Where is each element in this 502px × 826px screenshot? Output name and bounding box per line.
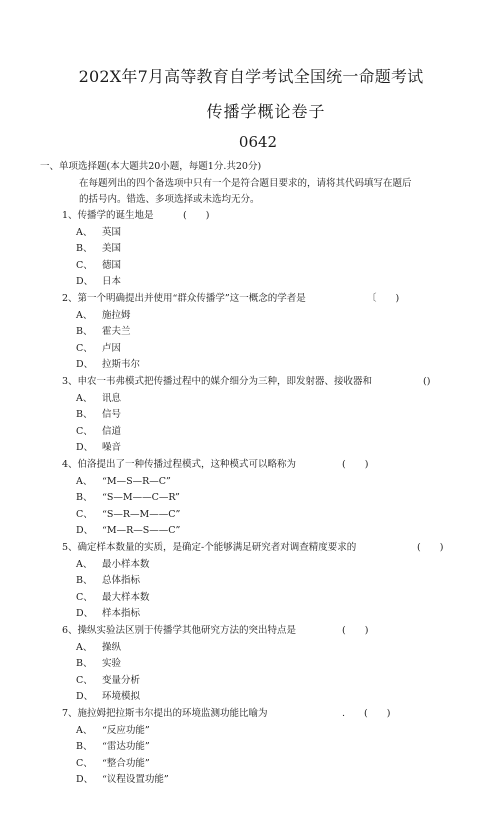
option-text: “反应功能” — [102, 724, 150, 736]
question-stem: 1、传播学的诞生地是 — [62, 210, 154, 221]
option-text: 日本 — [102, 276, 122, 288]
option-text: 环境模拟 — [102, 691, 141, 703]
answer-option — [76, 475, 171, 489]
option-text: “M—S—R—C” — [102, 475, 171, 487]
answer-bracket: ( ) — [183, 210, 210, 221]
option-text: 总体指标 — [102, 575, 141, 587]
question-stem: 4、伯洛提出了一种传播过程模式，这种模式可以略称为 — [62, 459, 297, 470]
question-stem: 2、第一个明确提出并使用“群众传播学”这一概念的学者是 — [62, 293, 306, 304]
answer-option — [76, 690, 140, 704]
option-text: “雷达功能” — [102, 741, 150, 753]
option-text: 实验 — [102, 658, 122, 670]
option-letter: B、 — [76, 492, 93, 504]
answer-option — [76, 657, 121, 671]
option-letter: B、 — [76, 243, 93, 255]
answer-option — [76, 524, 180, 538]
option-letter: A、 — [76, 724, 93, 736]
answer-option — [76, 591, 150, 605]
option-letter: A、 — [76, 392, 93, 404]
option-letter: C、 — [76, 674, 93, 686]
paper-title: 传播学概论卷子 — [206, 102, 326, 121]
question-stem: 3、申农一韦弗模式把传播过程中的媒介细分为三种，即发射器、接收器和 — [62, 376, 373, 387]
option-text: 卢因 — [102, 342, 122, 354]
course-code: 0642 — [238, 133, 278, 151]
option-letter: A、 — [76, 475, 93, 487]
option-letter: C、 — [76, 757, 93, 769]
option-text: “S—R—M——C” — [102, 508, 181, 520]
answer-bracket: . ( ) — [342, 708, 391, 719]
answer-option — [76, 309, 131, 323]
option-letter: D、 — [76, 359, 94, 371]
option-text: 施拉姆 — [102, 309, 131, 321]
option-text: 信道 — [102, 425, 122, 437]
answer-option — [76, 425, 121, 439]
option-letter: D、 — [76, 276, 94, 288]
answer-option — [76, 342, 121, 356]
option-text: 讯息 — [102, 392, 122, 404]
answer-option — [76, 641, 121, 655]
option-letter: D、 — [76, 774, 94, 786]
answer-option — [76, 724, 150, 738]
section-instruction-line2: 的括号内。错选、多项选择或未选均无分。 — [79, 194, 260, 205]
option-text: “M—R—S——C” — [102, 525, 181, 537]
option-letter: C、 — [76, 259, 93, 271]
answer-option — [76, 773, 169, 787]
option-letter: B、 — [76, 741, 93, 753]
answer-option — [76, 757, 150, 771]
question-stem: 7、施拉姆把拉斯韦尔提出的环境监测功能比喻为 — [62, 708, 268, 719]
option-letter: A、 — [76, 226, 93, 238]
answer-option — [76, 242, 121, 256]
question-4 — [62, 458, 369, 472]
option-letter: D、 — [76, 525, 94, 537]
option-text: 信号 — [102, 409, 122, 421]
answer-option — [76, 607, 140, 621]
answer-bracket: ( ) — [342, 459, 369, 470]
answer-bracket: 〔 ) — [367, 293, 400, 304]
answer-option — [76, 259, 121, 273]
question-stem: 6、操纵实验法区别于传播学其他研究方法的突出特点是 — [62, 625, 297, 636]
option-letter: B、 — [76, 575, 93, 587]
option-text: “议程设置功能” — [102, 774, 169, 786]
question-stem: 5、确定样本数量的实质，是确定-个能够满足研究者对调查精度要求的 — [62, 542, 357, 553]
question-5 — [62, 541, 444, 555]
option-letter: C、 — [76, 342, 93, 354]
option-text: 样本指标 — [102, 608, 141, 620]
option-letter: B、 — [76, 409, 93, 421]
option-letter: C、 — [76, 591, 93, 603]
option-letter: A、 — [76, 309, 93, 321]
option-text: 霍夫兰 — [102, 326, 131, 338]
answer-option — [76, 508, 180, 522]
answer-bracket: ( ) — [417, 542, 444, 553]
option-text: 操纵 — [102, 641, 122, 653]
question-3 — [62, 375, 431, 389]
answer-bracket: () — [423, 376, 431, 387]
option-text: 噪音 — [102, 442, 122, 454]
option-letter: D、 — [76, 691, 94, 703]
answer-option — [76, 275, 121, 289]
answer-option — [76, 574, 140, 588]
answer-option — [76, 740, 150, 754]
option-text: “S—M——C—R” — [102, 492, 180, 504]
answer-option — [76, 358, 140, 372]
answer-option — [76, 408, 121, 422]
answer-option — [76, 325, 131, 339]
option-letter: C、 — [76, 425, 93, 437]
answer-option — [76, 558, 150, 572]
answer-option — [76, 674, 140, 688]
option-letter: A、 — [76, 558, 93, 570]
option-letter: C、 — [76, 508, 93, 520]
option-text: 美国 — [102, 243, 122, 255]
option-text: “整合功能” — [102, 757, 150, 769]
option-text: 变量分析 — [102, 674, 141, 686]
exam-title: 202X年7月高等教育自学考试全国统一命题考试 — [78, 67, 424, 86]
option-letter: B、 — [76, 658, 93, 670]
answer-option — [76, 226, 121, 240]
option-text: 最大样本数 — [102, 591, 150, 603]
option-text: 拉斯韦尔 — [102, 359, 141, 371]
question-7 — [62, 707, 391, 721]
option-letter: D、 — [76, 442, 94, 454]
answer-bracket: ( ) — [342, 625, 369, 636]
section-instruction-line1: 在每题列出的四个备选项中只有一个是符合题目要求的，请将其代码填写在题后 — [79, 178, 412, 189]
answer-option — [76, 392, 121, 406]
question-1 — [62, 209, 210, 223]
option-letter: D、 — [76, 608, 94, 620]
option-text: 英国 — [102, 226, 122, 238]
option-text: 德国 — [102, 259, 122, 271]
answer-option — [76, 491, 180, 505]
option-text: 最小样本数 — [102, 558, 150, 570]
option-letter: B、 — [76, 326, 93, 338]
question-2 — [62, 292, 400, 306]
answer-option — [76, 441, 121, 455]
section-heading: 一、单项选择题(本大题共20小题，每题1分.共20分) — [40, 161, 262, 172]
question-6 — [62, 624, 369, 638]
option-letter: A、 — [76, 641, 93, 653]
